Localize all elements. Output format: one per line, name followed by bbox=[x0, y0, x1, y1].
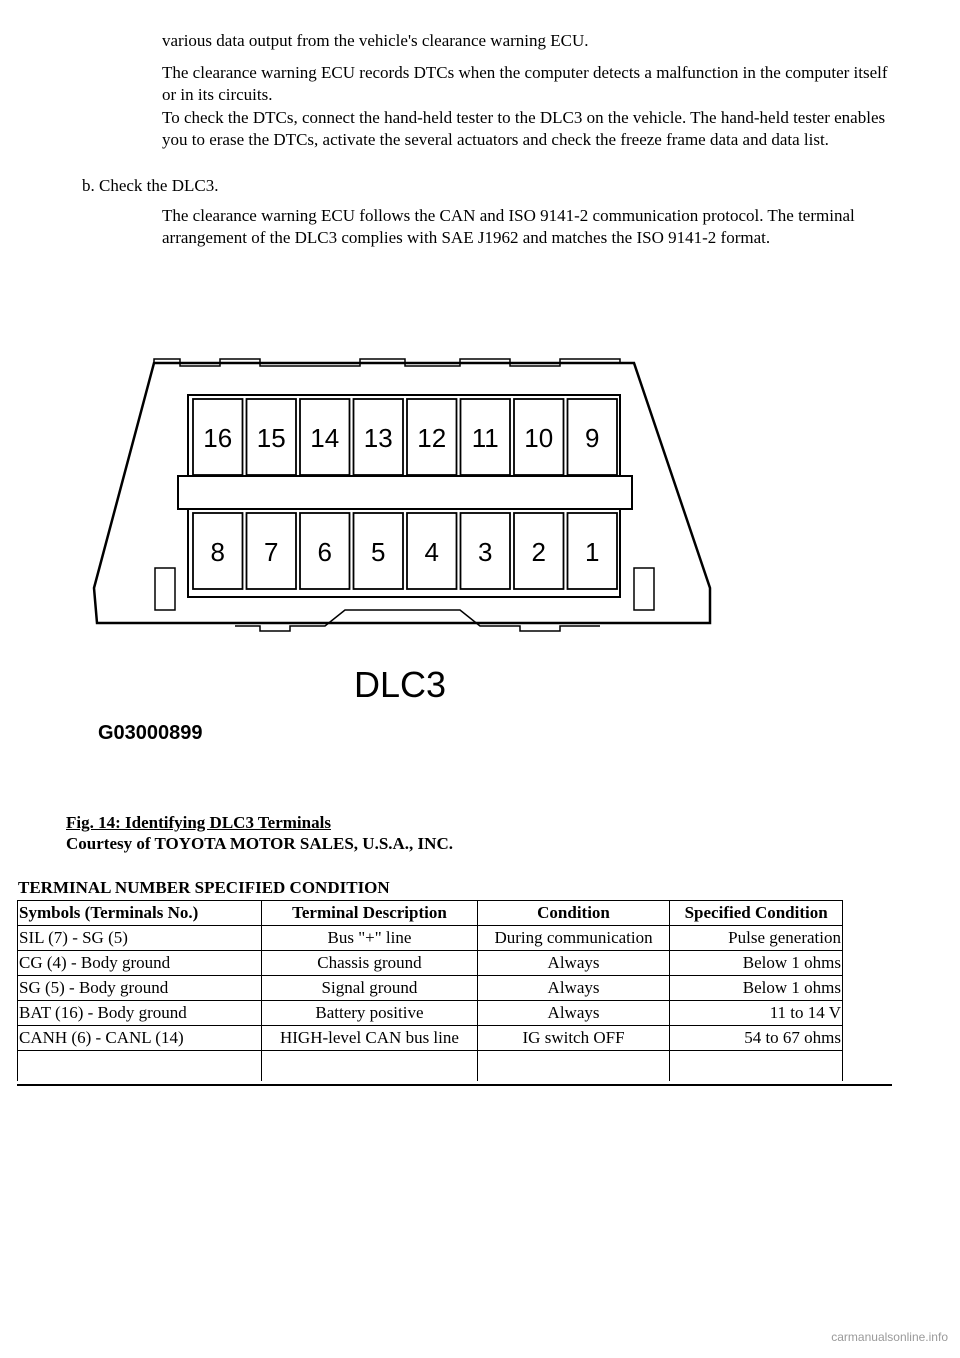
pin-5 bbox=[354, 513, 404, 589]
dlc3-connector-diagram bbox=[60, 325, 850, 775]
cell-description: Chassis ground bbox=[262, 951, 478, 976]
pin-number: 3 bbox=[478, 537, 493, 567]
cell-specified: 11 to 14 V bbox=[670, 1001, 843, 1026]
pin-1 bbox=[568, 513, 618, 589]
pin-7 bbox=[247, 513, 297, 589]
cell-symbol: SG (5) - Body ground bbox=[18, 976, 262, 1001]
pin-number: 4 bbox=[424, 537, 439, 567]
table-row bbox=[18, 926, 843, 951]
cell-empty bbox=[670, 1051, 843, 1082]
figure-caption[interactable]: Fig. 14: Identifying DLC3 Terminals bbox=[66, 813, 331, 832]
pin-number: 7 bbox=[264, 537, 279, 567]
connector-bottom-key-notches bbox=[235, 610, 600, 631]
connector-center-divider bbox=[178, 476, 632, 509]
dlc3-label: DLC3 bbox=[353, 664, 447, 705]
cell-empty bbox=[262, 1051, 478, 1082]
table-row bbox=[18, 951, 843, 976]
pin-number: 16 bbox=[203, 423, 233, 453]
pin-number: 6 bbox=[317, 537, 332, 567]
cell-description: Battery positive bbox=[262, 1001, 478, 1026]
top-pin-row bbox=[193, 399, 617, 475]
pin-3 bbox=[461, 513, 511, 589]
cell-specified: Below 1 ohms bbox=[670, 976, 843, 1001]
cell-specified: Below 1 ohms bbox=[670, 951, 843, 976]
header-specified-condition: Specified Condition bbox=[670, 901, 843, 926]
cell-empty bbox=[477, 1051, 670, 1082]
table-row bbox=[18, 1026, 843, 1051]
cell-description: Signal ground bbox=[262, 976, 478, 1001]
pin-12 bbox=[407, 399, 457, 475]
connector-right-latch bbox=[634, 568, 654, 610]
pin-number: 14 bbox=[310, 423, 340, 453]
paragraph-check-dtcs: To check the DTCs, connect the hand-held tester to the DLC3 on the vehicle. The hand-held tester enables you to erase the DTCs, activate the several actuators and check the freeze frame data and data list. bbox=[162, 108, 886, 149]
cell-condition: Always bbox=[477, 1001, 670, 1026]
pin-number: 5 bbox=[371, 537, 386, 567]
horizontal-rule bbox=[17, 1084, 892, 1086]
pin-number: 9 bbox=[585, 423, 600, 453]
paragraph-protocol: The clearance warning ECU follows the CAN and ISO 9141-2 communication protocol. The terminal arrangement of the DLC3 complies with SAE J1962 and matches the ISO 9141-2 format. bbox=[162, 206, 855, 247]
cell-description: Bus "+" line bbox=[262, 926, 478, 951]
pin-15 bbox=[247, 399, 297, 475]
cell-symbol: CANH (6) - CANL (14) bbox=[18, 1026, 262, 1051]
pin-number: 13 bbox=[363, 423, 393, 453]
cell-specified: 54 to 67 ohms bbox=[670, 1026, 843, 1051]
pin-number: 2 bbox=[531, 537, 546, 567]
cell-description: HIGH-level CAN bus line bbox=[262, 1026, 478, 1051]
cell-specified: Pulse generation bbox=[670, 926, 843, 951]
pin-8 bbox=[193, 513, 243, 589]
table-title: TERMINAL NUMBER SPECIFIED CONDITION bbox=[18, 878, 390, 897]
table-row bbox=[18, 1001, 843, 1026]
cell-condition: Always bbox=[477, 951, 670, 976]
bottom-pin-row bbox=[193, 513, 617, 589]
figure-id: G03000899 bbox=[98, 722, 203, 744]
table-row-empty bbox=[18, 1051, 843, 1082]
pin-14 bbox=[300, 399, 350, 475]
header-terminal-description: Terminal Description bbox=[262, 901, 478, 926]
intro-line: various data output from the vehicle's clearance warning ECU. bbox=[162, 31, 589, 50]
cell-symbol: CG (4) - Body ground bbox=[18, 951, 262, 976]
cell-symbol: SIL (7) - SG (5) bbox=[18, 926, 262, 951]
header-symbols: Symbols (Terminals No.) bbox=[18, 901, 262, 926]
cell-empty bbox=[18, 1051, 262, 1082]
pin-number: 12 bbox=[417, 423, 447, 453]
pin-9 bbox=[568, 399, 618, 475]
table-row bbox=[18, 976, 843, 1001]
pin-4 bbox=[407, 513, 457, 589]
pin-number: 8 bbox=[210, 537, 225, 567]
figure-courtesy: Courtesy of TOYOTA MOTOR SALES, U.S.A., INC. bbox=[66, 834, 453, 853]
pin-13 bbox=[354, 399, 404, 475]
header-condition: Condition bbox=[477, 901, 670, 926]
pin-16 bbox=[193, 399, 243, 475]
cell-condition: IG switch OFF bbox=[477, 1026, 670, 1051]
connector-left-latch bbox=[155, 568, 175, 610]
pin-10 bbox=[514, 399, 564, 475]
pin-number: 10 bbox=[524, 423, 554, 453]
cell-condition: During communication bbox=[477, 926, 670, 951]
pin-number: 11 bbox=[471, 423, 499, 453]
cell-condition: Always bbox=[477, 976, 670, 1001]
cell-symbol: BAT (16) - Body ground bbox=[18, 1001, 262, 1026]
pin-2 bbox=[514, 513, 564, 589]
paragraph-records-dtcs: The clearance warning ECU records DTCs when the computer detects a malfunction in the computer itself or in its circuits. bbox=[162, 63, 888, 104]
terminal-spec-table bbox=[17, 900, 843, 1081]
watermark: carmanualsonline.info bbox=[831, 1330, 948, 1344]
pin-number: 15 bbox=[256, 423, 286, 453]
step-b-heading: b. Check the DLC3. bbox=[82, 176, 219, 195]
pin-11 bbox=[461, 399, 511, 475]
table-header-row bbox=[18, 901, 843, 926]
pin-6 bbox=[300, 513, 350, 589]
pin-number: 1 bbox=[585, 537, 600, 567]
